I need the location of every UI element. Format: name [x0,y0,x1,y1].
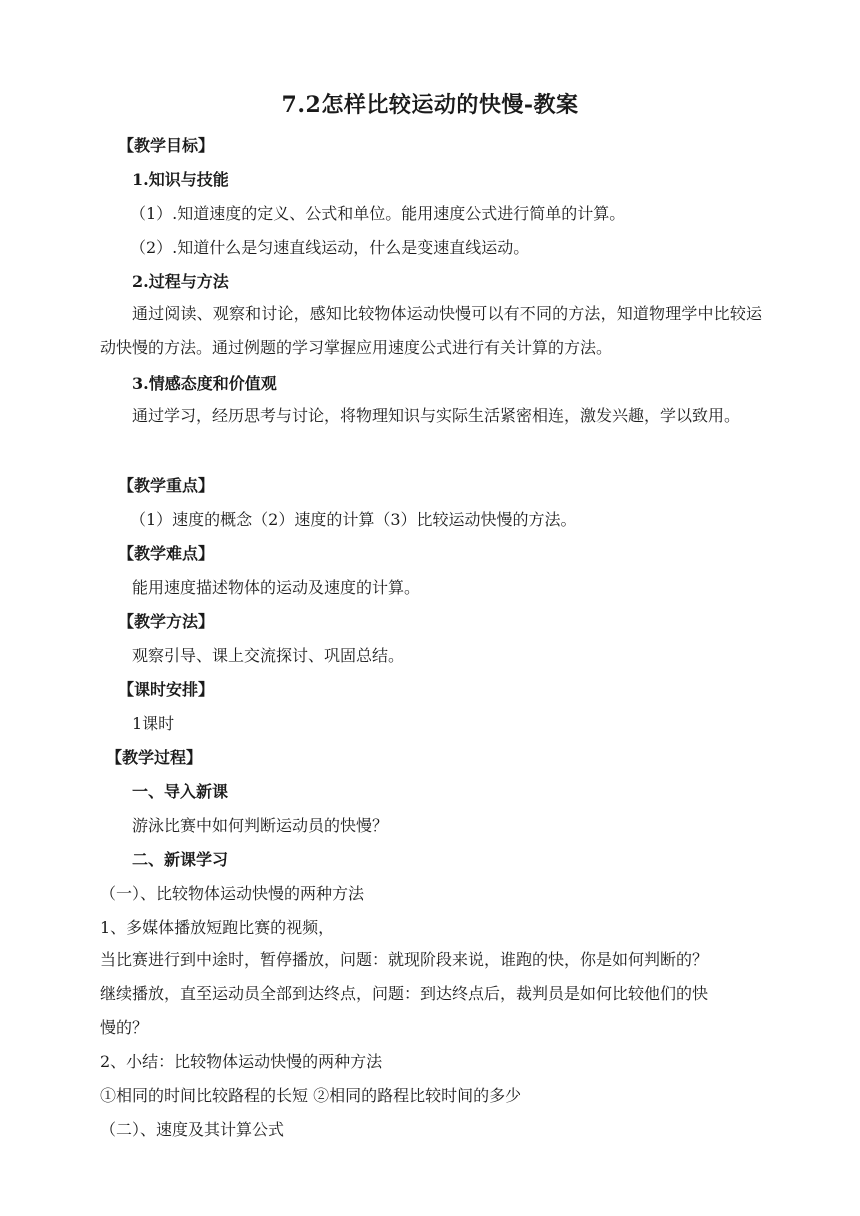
step1-question-2-line-2: 慢的？ [100,1018,149,1037]
sub2-heading: （二）、速度及其计算公式 [100,1120,285,1139]
intro-heading: 一、导入新课 [132,782,229,801]
step1-text: 1、多媒体播放短跑比赛的视频， [100,918,335,937]
process-paragraph: 通过阅读、观察和讨论，感知比较物体运动快慢可以有不同的方法，知道物理学中比较运动快慢的方法。通过例题的学习掌握应用速度公式进行有关计算的方法。 [100,304,762,357]
methods-text: 观察引导、课上交流探讨、巩固总结。 [132,646,405,665]
attitude-paragraph: 通过学习，经历思考与讨论，将物理知识与实际生活紧密相连，激发兴趣，学以致用。 [132,406,741,425]
knowledge-heading: 1.知识与技能 [132,170,229,189]
process-section-heading: 【教学过程】 [106,748,203,767]
sub1-heading: （一）、比较物体运动快慢的两种方法 [100,884,365,903]
difficulties-heading: 【教学难点】 [118,544,215,563]
difficulties-text: 能用速度描述物体的运动及速度的计算。 [132,578,421,597]
key-points-heading: 【教学重点】 [118,476,215,495]
step1-question-1: 当比赛进行到中途时，暂停播放，问题：就现阶段来说，谁跑的快，你是如何判断的？ [100,950,709,969]
document-title: 7.2怎样比较运动的快慢-教案 [281,92,579,118]
schedule-heading: 【课时安排】 [118,680,215,699]
methods-heading: 【教学方法】 [118,612,215,631]
process-heading: 2.过程与方法 [132,272,229,291]
key-points-text: （1）速度的概念（2）速度的计算（3）比较运动快慢的方法。 [130,510,577,529]
attitude-heading: 3.情感态度和价值观 [132,374,277,393]
step2-summary: 2、小结：比较物体运动快慢的两种方法 [100,1052,383,1071]
knowledge-item-1: （1）.知道速度的定义、公式和单位。能用速度公式进行简单的计算。 [130,204,626,223]
schedule-text: 1课时 [132,714,175,733]
intro-text: 游泳比赛中如何判断运动员的快慢？ [132,816,389,835]
step2-methods: ①相同的时间比较路程的长短 ②相同的路程比较时间的多少 [100,1086,522,1105]
objectives-heading: 【教学目标】 [118,136,215,155]
new-lesson-heading: 二、新课学习 [132,850,229,869]
knowledge-item-2: （2）.知道什么是匀速直线运动，什么是变速直线运动。 [130,238,530,257]
step1-question-2-line-1: 继续播放，直至运动员全部到达终点，问题：到达终点后，裁判员是如何比较他们的快 [100,984,709,1003]
